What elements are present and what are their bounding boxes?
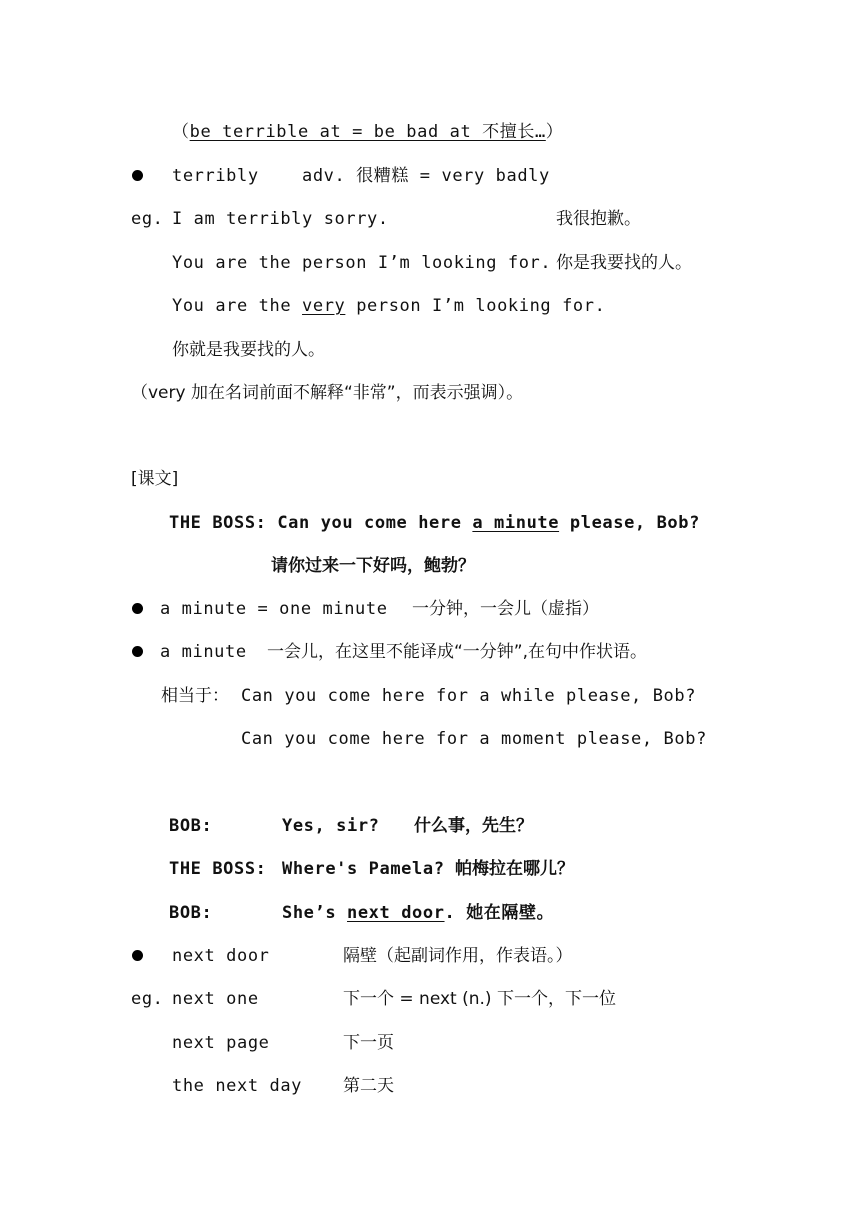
equivalent-label: 相当于： [161,686,229,706]
dialogue-line [282,902,554,924]
speaker-name: THE BOSS: [169,859,267,879]
phrase-terrible-at: be terrible at = be bad at 不擅长… [189,122,546,142]
dialogue-part: please, Bob? [559,513,700,533]
dialogue-line [169,512,700,534]
phrase-next-door: next door [347,903,445,923]
eg-label: eg. [131,989,164,1009]
example-sentence-en: You are the person I’m looking for. [172,253,552,273]
vocab-a-minute-def: 一分钟，一会儿（虚指） [412,599,599,619]
dialogue-translation: 请你过来一下好吗，鲍勃？ [271,556,475,576]
speaker-name: BOB: [169,903,213,923]
speaker-name: BOB: [169,816,213,836]
dialogue-part: . 她在隔壁。 [444,903,555,923]
dialogue-line: Yes, sir? [282,816,380,836]
bullet-icon [132,603,143,614]
paren-close: ） [545,122,564,142]
bullet-icon [132,170,143,181]
example-phrase-zh: 下一页 [343,1033,394,1053]
vocab-a-minute: a minute = one minute [160,599,388,619]
grammar-note: （very 加在名词前面不解释“非常”，而表示强调）。 [131,383,524,403]
dialogue-line: Where's Pamela? [282,859,445,879]
dialogue-translation: 什么事，先生？ [414,816,533,836]
equivalent-sentence: Can you come here for a moment please, Bob? [241,729,707,749]
section-heading: [课文] [131,469,179,489]
example-phrase: next page [172,1033,270,1053]
vocab-terribly [172,165,259,187]
note-terrible-at [172,121,563,143]
vocab-next-door: next door [172,946,270,966]
dialogue-translation: 帕梅拉在哪儿？ [455,859,574,879]
sentence-part: You are the [172,296,303,316]
example-phrase-zh: 下一个 = next (n.) 下一个，下一位 [343,989,616,1009]
phrase-a-minute: a minute [472,513,560,533]
example-sentence-en [172,295,605,317]
vocab-a-minute: a minute [160,642,247,662]
dialogue-part: She’s [282,903,348,923]
eg-label: eg. [131,209,164,229]
example-sentence-zh: 你就是我要找的人。 [172,340,325,360]
vocab-terribly-def: adv. 很糟糕 = very badly [302,166,550,186]
example-sentence-zh: 我很抱歉。 [556,209,641,229]
bullet-icon [132,646,143,657]
equivalent-sentence: Can you come here for a while please, Bob? [241,686,697,706]
example-phrase-zh: 第二天 [343,1076,394,1096]
paren-open: （ [172,122,190,142]
emphasis-very: very [302,296,346,316]
example-sentence-en: I am terribly sorry. [172,209,389,229]
vocab-word: terribly [172,166,259,186]
example-sentence-zh: 你是我要找的人。 [556,253,692,273]
dialogue-part: THE BOSS: Can you come here [169,513,473,533]
vocab-a-minute-note: 一会儿，在这里不能译成“一分钟”,在句中作状语。 [267,642,648,662]
example-phrase: next one [172,989,259,1009]
sentence-part: person I’m looking for. [345,296,606,316]
vocab-next-door-def: 隔壁（起副词作用，作表语。） [343,946,573,966]
example-phrase: the next day [172,1076,303,1096]
bullet-icon [132,950,143,961]
